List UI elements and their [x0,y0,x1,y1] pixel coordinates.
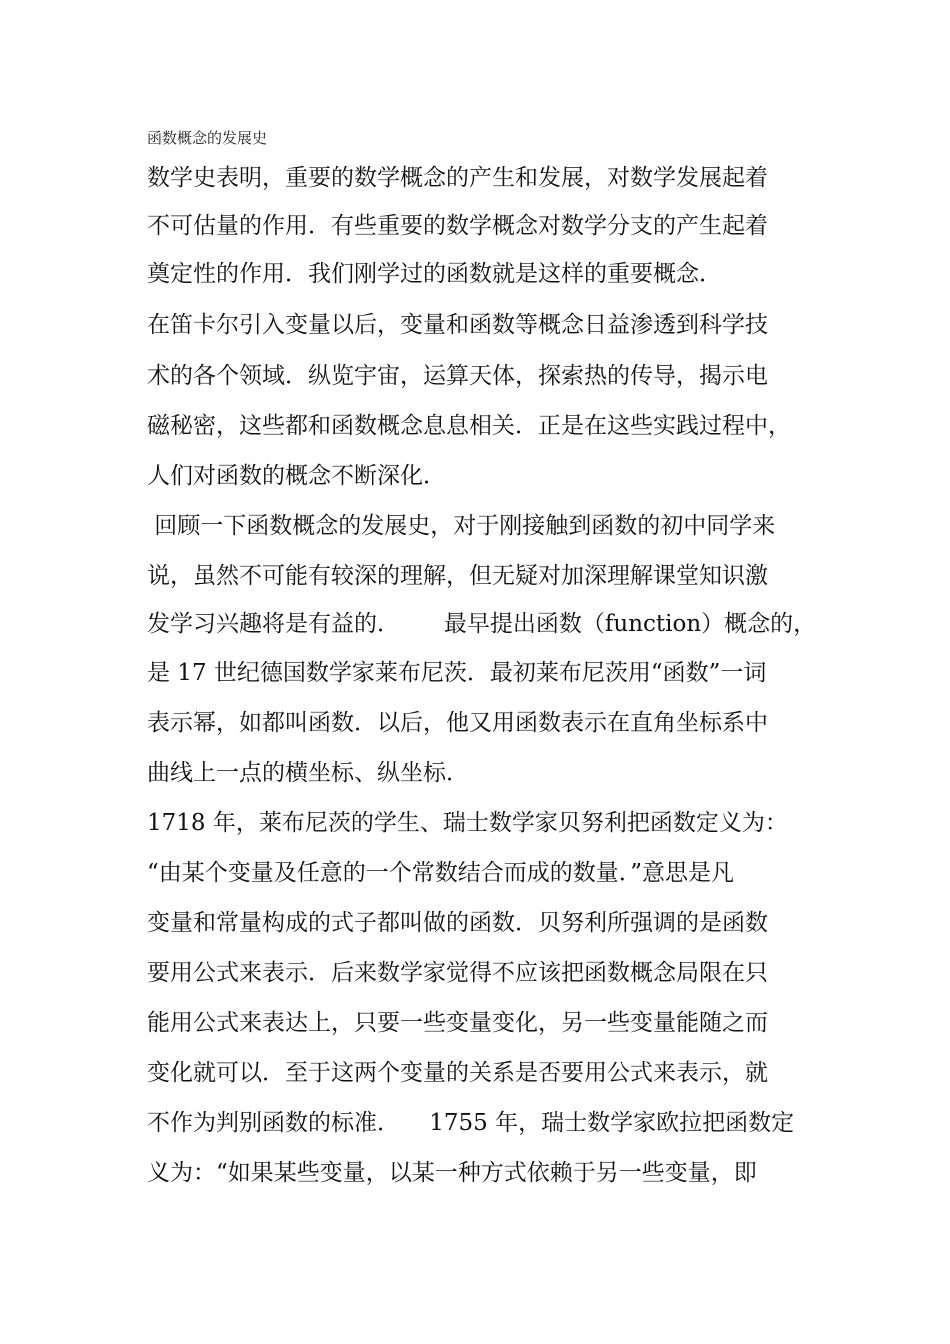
text-line: 1718 年，莱布尼茨的学生、瑞士数学家贝努利把函数定义为： [147,810,788,836]
text-line: 数学史表明，重要的数学概念的产生和发展，对数学发展起着 [147,165,768,191]
text-line: 曲线上一点的横坐标、纵坐标． [147,760,469,786]
text-line: 磁秘密，这些都和函数概念息息相关．正是在这些实践过程中， [147,413,791,439]
text-line: 表示幂，如都叫函数．以后，他又用函数表示在直角坐标系中 [147,710,768,736]
text-line: 变化就可以．至于这两个变量的关系是否要用公式来表示，就 [147,1060,768,1086]
text-line: 在笛卡尔引入变量以后，变量和函数等概念日益渗透到科学技 [147,312,768,338]
text-line: 变量和常量构成的式子都叫做的函数．贝努利所强调的是函数 [147,910,768,936]
text-line: 奠定性的作用．我们刚学过的函数就是这样的重要概念． [147,261,722,287]
text-line: 回顾一下函数概念的发展史，对于刚接触到函数的初中同学来 [147,513,776,539]
text-line: 人们对函数的概念不断深化． [147,463,446,489]
text-line: 义为：“如果某些变量，以某一种方式依赖于另一些变量，即 [147,1160,757,1186]
text-line: 不作为判别函数的标准． 1755 年，瑞士数学家欧拉把函数定 [147,1110,795,1136]
text-line: 不可估量的作用．有些重要的数学概念对数学分支的产生起着 [147,213,768,239]
text-line: 发学习兴趣将是有益的． 最早提出函数（function）概念的， [147,611,817,637]
text-line: 术的各个领域．纵览宇宙，运算天体，探索热的传导，揭示电 [147,363,768,389]
text-line: 是 17 世纪德国数学家莱布尼茨．最初莱布尼茨用“函数”一词 [147,660,767,686]
text-line: 说，虽然不可能有较深的理解，但无疑对加深理解课堂知识激 [147,563,768,589]
text-line: “由某个变量及任意的一个常数结合而成的数量．”意思是凡 [147,860,735,886]
text-line: 能用公式来表达上，只要一些变量变化，另一些变量能随之而 [147,1010,768,1036]
text-line: 要用公式来表示．后来数学家觉得不应该把函数概念局限在只 [147,960,768,986]
document-title: 函数概念的发展史 [147,129,268,147]
